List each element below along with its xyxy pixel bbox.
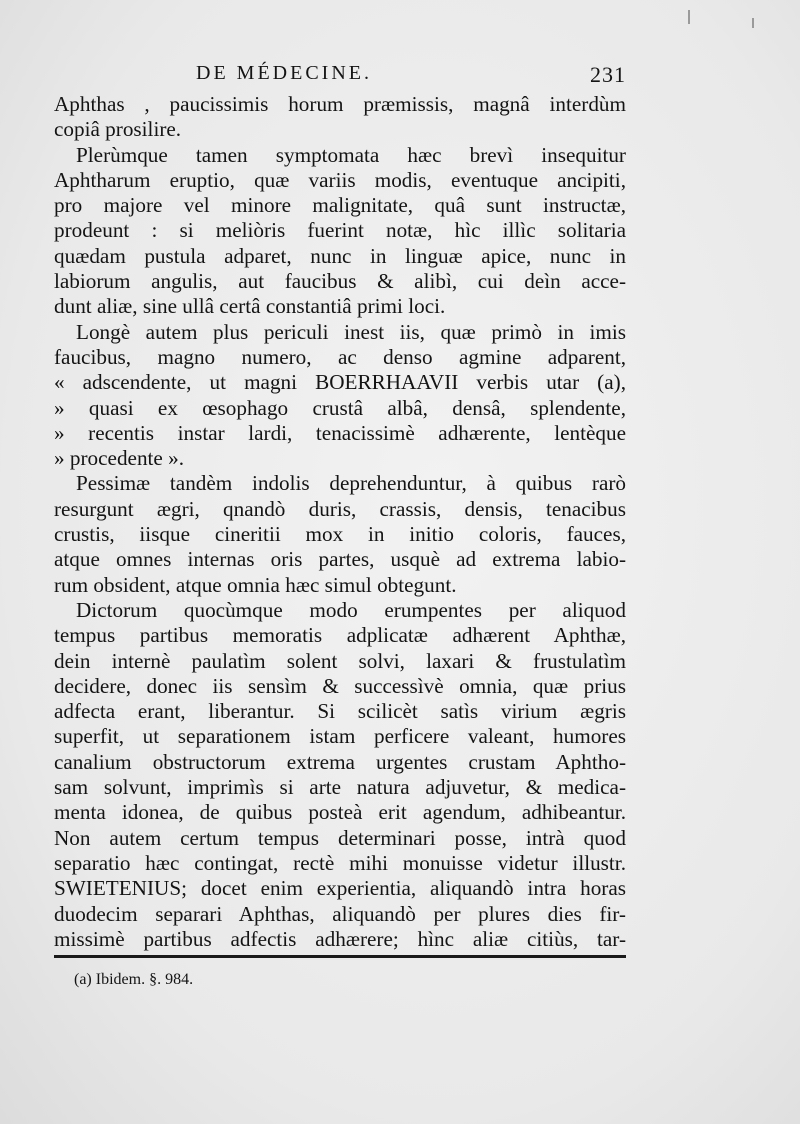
text-line: Plerùmque tamen symptomata hæc brevì insequitur xyxy=(76,142,626,167)
text-line: Pessimæ tandèm indolis deprehenduntur, à quibus rarò xyxy=(76,471,626,496)
text-line: copiâ prosilire. xyxy=(54,117,182,142)
text-line: » recentis instar lardi, tenacissimè adhærente, lentèque xyxy=(54,420,626,445)
text-line: » quasi ex œsophago crustâ albâ, densâ, splendente, xyxy=(54,395,626,420)
text-line: labiorum angulis, aut faucibus & alibì, cui deìn acce- xyxy=(54,269,626,294)
page-edge-mark xyxy=(752,18,754,28)
text-line: faucibus, magno numero, ac denso agmine adparent, xyxy=(54,344,626,369)
text-line: prodeunt : si meliòris fuerint notæ, hìc illìc solitaria xyxy=(54,218,626,243)
running-header xyxy=(196,62,626,90)
text-line: sam solvunt, imprimìs si arte natura adjuvetur, & medica- xyxy=(54,775,626,800)
text-line: tempus partibus memoratis adplicatæ adhærent Aphthæ, xyxy=(54,623,626,648)
footnote-rule xyxy=(54,955,626,958)
text-line: missimè partibus adfectis adhærere; hìnc aliæ citiùs, tar- xyxy=(54,926,626,951)
text-line: duodecim separari Aphthas, aliquandò per plures dies fir- xyxy=(54,901,626,926)
page-edge-mark xyxy=(688,10,690,24)
text-line: crustis, iisque cineritii mox in initio coloris, fauces, xyxy=(54,522,626,547)
footnote: (a) Ibidem. §. 984. xyxy=(74,971,194,988)
body-text xyxy=(54,92,626,952)
text-line: SWIETENIUS; docet enim experientia, aliquandò intra horas xyxy=(54,876,626,901)
text-line: pro majore vel minore malignitate, quâ sunt instructæ, xyxy=(54,193,626,218)
running-title: DE MÉDECINE. xyxy=(196,62,372,84)
text-line: » procedente ». xyxy=(54,446,185,471)
text-line: dein internè paulatìm solent solvi, laxari & frustulatìm xyxy=(54,648,626,673)
text-line: Aphthas , paucissimis horum præmissis, magnâ interdùm xyxy=(54,92,626,116)
page-number: 231 xyxy=(590,62,626,87)
text-line: quædam pustula adparet, nunc in linguæ apice, nunc in xyxy=(54,243,626,268)
text-line: Non autem certum tempus determinari posse, intrà quod xyxy=(54,825,626,850)
text-line: decidere, donec iis sensìm & successìvè omnia, quæ prius xyxy=(54,673,626,698)
text-line: adfecta erant, liberantur. Si scilicèt satìs virium ægris xyxy=(54,699,626,724)
text-line: Dictorum quocùmque modo erumpentes per aliquod xyxy=(76,597,626,622)
text-line: Longè autem plus periculi inest iis, quæ primò in imis xyxy=(76,319,626,344)
text-line: « adscendente, ut magni BOERRHAAVII verbis utar (a), xyxy=(54,370,626,395)
text-line: canalium obstructorum extrema urgentes crustam Aphtho- xyxy=(54,749,626,774)
text-line: rum obsident, atque omnia hæc simul obtegunt. xyxy=(54,572,457,597)
text-line: Aphtharum eruptio, quæ variis modis, eventuque ancipiti, xyxy=(54,167,626,192)
text-line: separatio hæc contingat, rectè mihi monuisse videtur illustr. xyxy=(54,850,626,875)
text-line: superfit, ut separationem istam perficere valeant, humores xyxy=(54,724,626,749)
text-line: dunt aliæ, sine ullâ certâ constantiâ primi loci. xyxy=(54,294,446,319)
text-line: menta idonea, de quibus posteà erit agendum, adhibeantur. xyxy=(54,800,626,825)
text-line: resurgunt ægri, qnandò duris, crassis, densis, tenacibus xyxy=(54,496,626,521)
text-line: atque omnes internas oris partes, usquè ad extrema labio- xyxy=(54,547,626,572)
